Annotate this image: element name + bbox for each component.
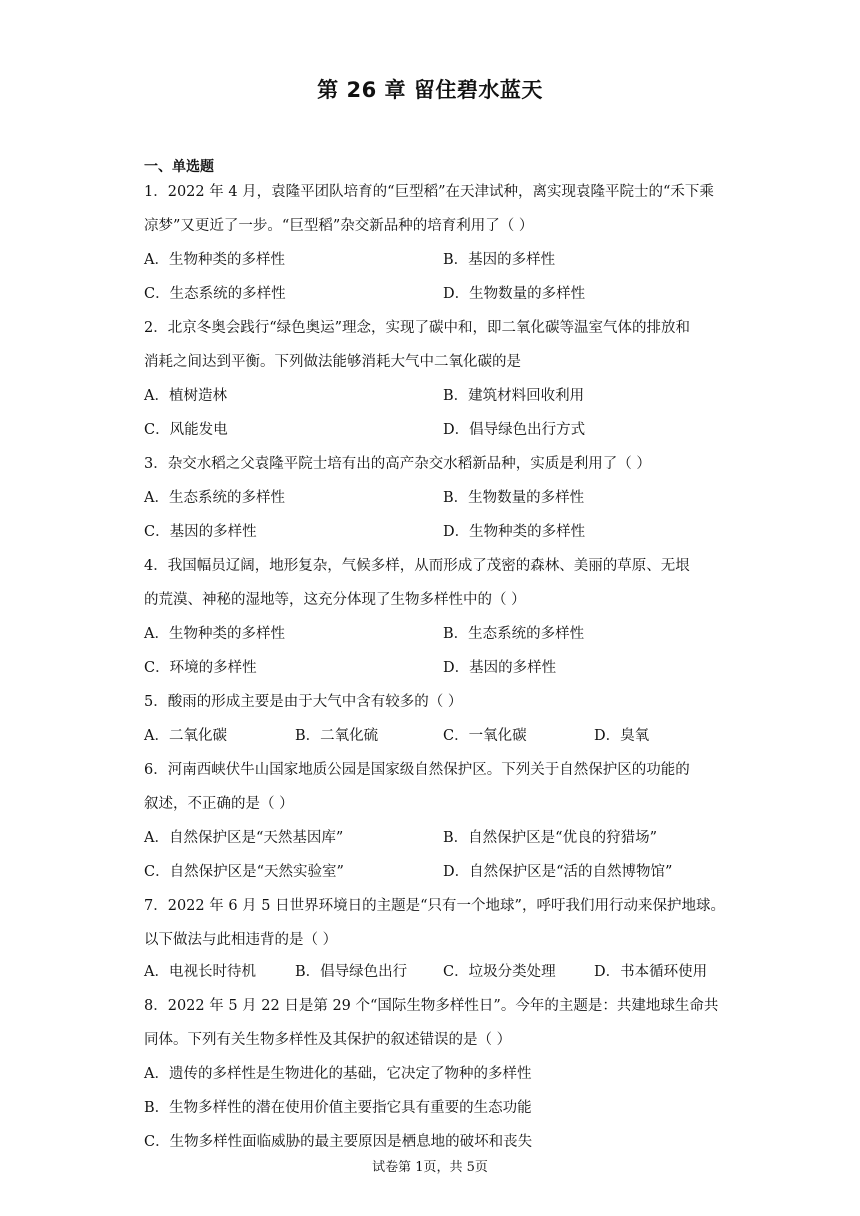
question-2-text-line-1: 2．北京冬奥会践行“绿色奥运”理念，实现了碳中和，即二氧化碳等温室气体的排放和 — [144, 320, 691, 336]
question-4-option-c: C．环境的多样性 — [144, 660, 257, 676]
question-1-option-d: D．生物数量的多样性 — [443, 286, 586, 302]
question-4-text-line-2: 的荒漠、神秘的湿地等，这充分体现了生物多样性中的（ ） — [144, 592, 526, 608]
question-4-text-line-1: 4．我国幅员辽阔，地形复杂，气候多样，从而形成了茂密的森林、美丽的草原、无垠 — [144, 558, 690, 574]
page-title: 第 26 章 留住碧水蓝天 — [317, 78, 543, 102]
question-2-option-d: D．倡导绿色出行方式 — [443, 422, 586, 438]
question-6-option-c: C．自然保护区是“天然实验室” — [144, 864, 344, 880]
question-7-option-b: B．倡导绿色出行 — [295, 964, 408, 980]
question-5-option-a: A．二氧化碳 — [144, 728, 227, 744]
question-6-option-d: D．自然保护区是“活的自然博物馆” — [443, 864, 673, 880]
question-5-text-line-1: 5．酸雨的形成主要是由于大气中含有较多的（ ） — [144, 694, 463, 710]
section-heading: 一、单选题 — [144, 159, 214, 175]
question-7-option-d: D．书本循环使用 — [594, 964, 708, 980]
question-6-option-b: B．自然保护区是“优良的狩猎场” — [443, 830, 657, 846]
page-footer: 试卷第 1页，共 5页 — [372, 1160, 488, 1175]
question-8-option-a: A．遗传的多样性是生物进化的基础，它决定了物种的多样性 — [144, 1066, 532, 1082]
question-4-option-a: A．生物种类的多样性 — [144, 626, 285, 642]
question-8-option-c: C．生物多样性面临威胁的最主要原因是栖息地的破坏和丧失 — [144, 1134, 533, 1150]
question-7-text-line-2: 以下做法与此相违背的是（ ） — [144, 932, 338, 948]
question-3-option-c: C．基因的多样性 — [144, 524, 257, 540]
question-8-option-b: B．生物多样性的潜在使用价值主要指它具有重要的生态功能 — [144, 1100, 532, 1116]
question-2-option-a: A．植树造林 — [144, 388, 227, 404]
question-3-option-d: D．生物种类的多样性 — [443, 524, 586, 540]
question-1-option-c: C．生态系统的多样性 — [144, 286, 286, 302]
question-5-option-c: C．一氧化碳 — [443, 728, 527, 744]
question-2-option-c: C．风能发电 — [144, 422, 228, 438]
question-6-text-line-2: 叙述，不正确的是（ ） — [144, 796, 294, 812]
question-7-option-c: C．垃圾分类处理 — [443, 964, 556, 980]
question-1-text-line-1: 1．2022 年 4 月，袁隆平团队培育的“巨型稻”在天津试种，离实现袁隆平院士的“禾下乘 — [144, 184, 714, 200]
question-3-option-b: B．生物数量的多样性 — [443, 490, 585, 506]
question-6-text-line-1: 6．河南西峡伏牛山国家地质公园是国家级自然保护区。下列关于自然保护区的功能的 — [144, 762, 690, 778]
question-6-option-a: A．自然保护区是“天然基因库” — [144, 830, 344, 846]
question-4-option-d: D．基因的多样性 — [443, 660, 557, 676]
question-8-text-line-2: 同体。下列有关生物多样性及其保护的叙述错误的是（ ） — [144, 1032, 512, 1048]
question-2-option-b: B．建筑材料回收利用 — [443, 388, 585, 404]
question-3-option-a: A．生态系统的多样性 — [144, 490, 285, 506]
question-2-text-line-2: 消耗之间达到平衡。下列做法能够消耗大气中二氧化碳的是 — [144, 354, 521, 370]
question-5-option-d: D．臭氧 — [594, 728, 650, 744]
question-7-option-a: A．电视长时待机 — [144, 964, 256, 980]
question-1-option-b: B．基因的多样性 — [443, 252, 556, 268]
question-7-text-line-1: 7．2022 年 6 月 5 日世界环境日的主题是“只有一个地球”，呼吁我们用行动来保护地球。 — [144, 898, 725, 914]
question-3-text-line-1: 3．杂交水稻之父袁隆平院士培有出的高产杂交水稻新品种，实质是利用了（ ） — [144, 456, 651, 472]
question-8-text-line-1: 8．2022 年 5 月 22 日是第 29 个“国际生物多样性日”。今年的主题是：共建地球生命共 — [144, 998, 719, 1014]
question-1-option-a: A．生物种类的多样性 — [144, 252, 285, 268]
question-4-option-b: B．生态系统的多样性 — [443, 626, 585, 642]
question-5-option-b: B．二氧化硫 — [295, 728, 379, 744]
question-1-text-line-2: 凉梦”又更近了一步。“巨型稻”杂交新品种的培育利用了（ ） — [144, 218, 534, 234]
